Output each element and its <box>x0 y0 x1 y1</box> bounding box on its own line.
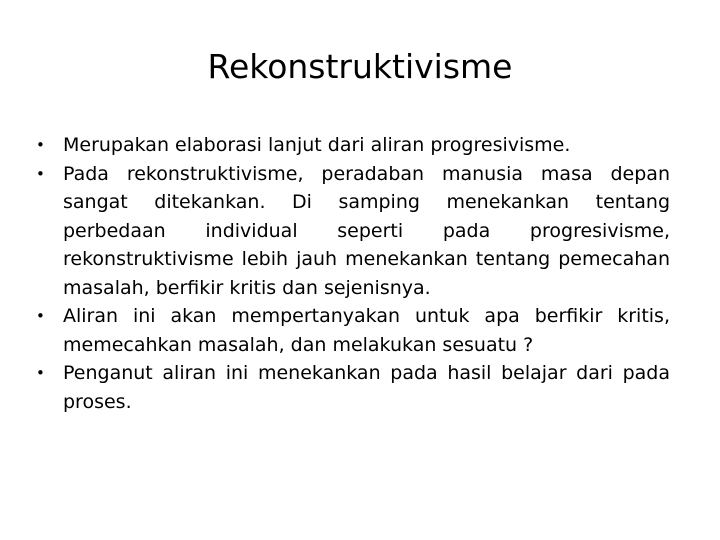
bullet-text: Pada rekonstruktivisme, peradaban manusia masa depan sangat ditekankan. Di samping menekankan tentang perbedaan individual seperti pada progresivisme, rekonstruktivisme lebih jauh menekankan tentang pemecahan masalah, berfikir kritis dan sejenisnya. <box>63 162 670 299</box>
list-item <box>36 160 670 303</box>
bullet-list <box>36 131 670 416</box>
list-item <box>36 359 670 416</box>
bullet-text: Aliran ini akan mempertanyakan untuk apa berfikir kritis, memecahkan masalah, dan melakukan sesuatu ? <box>63 305 670 356</box>
bullet-text: Merupakan elaborasi lanjut dari aliran progresivisme. <box>63 134 571 156</box>
bullet-text: Penganut aliran ini menekankan pada hasil belajar dari pada proses. <box>63 362 670 413</box>
list-item <box>36 131 670 160</box>
bullet-icon: • <box>36 164 45 183</box>
bullet-icon: • <box>36 307 45 325</box>
bullet-icon: • <box>36 136 45 154</box>
bullet-icon: • <box>36 364 45 382</box>
slide-title: Rekonstruktivisme <box>207 47 513 86</box>
list-item <box>36 302 670 359</box>
